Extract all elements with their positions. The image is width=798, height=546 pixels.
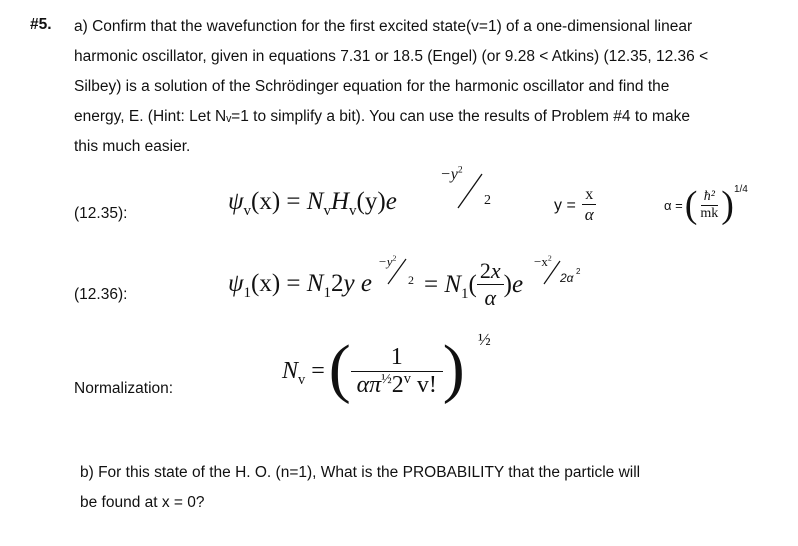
part-a-line: this much easier. bbox=[74, 138, 191, 155]
eq2-label: (12.36): bbox=[74, 286, 128, 303]
alpha-def-exponent: 1/4 bbox=[733, 184, 748, 195]
alpha-def-numerator: ħ² bbox=[701, 189, 718, 206]
y-definition bbox=[554, 186, 597, 225]
problem-number: #5. bbox=[30, 16, 52, 33]
eq1-formula: $\psi_v(x) = N_vH_v(y)e$ bbox=[228, 188, 397, 219]
y-def-lhs: y = bbox=[554, 196, 576, 214]
alpha-def-lhs: α = bbox=[664, 197, 683, 213]
eq2-formula-right: = $N_1$( $\frac{2x}{\alpha}$ )e bbox=[424, 258, 524, 310]
eq2-exponent-2: $-x^2$ bbox=[534, 253, 552, 269]
eq2-exponent-1: $-y^2$ bbox=[378, 253, 397, 269]
part-b-line: b) For this state of the H. O. (n=1), What is the PROBABILITY that the particle will bbox=[80, 464, 641, 481]
part-a-text bbox=[74, 12, 760, 162]
norm-numerator: 1 bbox=[351, 344, 443, 372]
part-a-line: harmonic oscillator, given in equations 7.31 or 18.5 (Engel) (or 9.28 < Atkins) (12.35, 12.36 < bbox=[74, 48, 709, 65]
norm-label: Normalization: bbox=[74, 380, 174, 397]
norm-exponent: ½ bbox=[478, 330, 491, 349]
alpha-definition: α = ( $\frac{\text{ħ²}}{mk}$ ) 1/4 bbox=[664, 184, 748, 226]
eq1-exponent: $-y^2$ bbox=[440, 164, 463, 183]
y-def-numerator: x bbox=[582, 186, 596, 205]
svg-text:2: 2 bbox=[484, 193, 491, 208]
eq2-exponent-1-slash bbox=[382, 256, 422, 288]
eq1-exponent-slash bbox=[448, 170, 498, 212]
y-def-denominator: α bbox=[584, 205, 594, 224]
svg-text:2: 2 bbox=[576, 267, 581, 276]
eq1-label: (12.35): bbox=[74, 205, 128, 222]
norm-formula: $N_v$ = ( $\frac{1}{\alpha\pi^{\frac{1}{2}}2^v v!}$ ) bbox=[282, 332, 465, 405]
eq2-exponent-2-slash bbox=[538, 258, 598, 288]
part-b-line: be found at x = 0? bbox=[80, 494, 205, 511]
eq2-formula-left: $\psi_1(x) = N_12y$ e bbox=[228, 270, 372, 301]
part-b-text bbox=[80, 458, 760, 518]
part-a-line: Silbey) is a solution of the Schrödinger equation for the harmonic oscillator and find the bbox=[74, 78, 670, 95]
svg-text:2: 2 bbox=[408, 273, 414, 287]
alpha-def-denominator: mk bbox=[700, 205, 719, 221]
part-a-line: a) Confirm that the wavefunction for the first excited state(v=1) of a one-dimensional linear bbox=[74, 18, 693, 35]
part-a-line: energy, E. (Hint: Let Nᵥ=1 to simplify a bit). You can use the results of Problem #4 to make bbox=[74, 108, 690, 125]
svg-text:2α: 2α bbox=[560, 271, 574, 285]
